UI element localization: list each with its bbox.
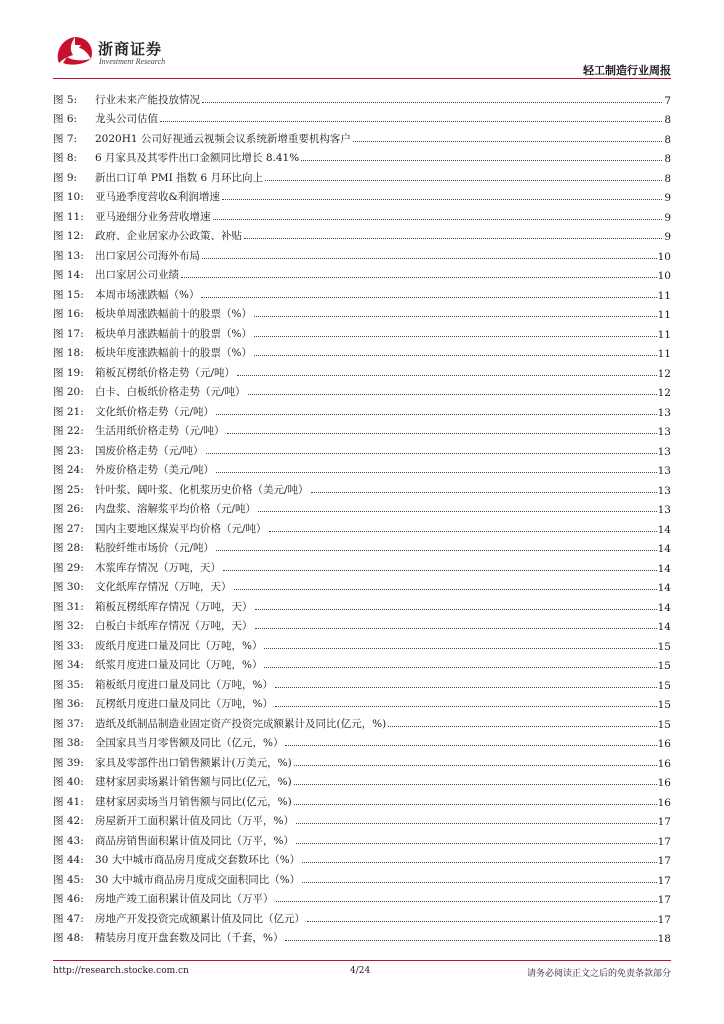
toc-entry-label: 图 18: (53, 347, 84, 359)
report-title: 轻工制造行业周报 (583, 64, 671, 77)
toc-leader-dots (307, 920, 657, 922)
toc-entry[interactable] (53, 360, 671, 380)
toc-entry-title: 国内主要地区煤炭平均价格（元/吨） (95, 522, 267, 535)
toc-entry-label: 图 15: (53, 288, 84, 301)
toc-entry-title: 文化纸库存情况（万吨，天） (95, 581, 232, 593)
toc-entry[interactable] (53, 224, 671, 244)
toc-entry-title: 白板白卡纸库存情况（万吨，天） (95, 620, 253, 632)
toc-entry-title: 出口家居公司业绩 (95, 269, 179, 281)
toc-entry[interactable] (53, 165, 671, 185)
toc-entry[interactable] (53, 536, 671, 556)
brand-name-en: Investment Research (99, 57, 166, 66)
page-header (0, 0, 724, 80)
toc-leader-dots (244, 237, 662, 239)
toc-entry-title: 30 大中城市商品房月度成交套数环比（%） (95, 854, 301, 866)
toc-entry-page: 8 (664, 114, 671, 126)
toc-entry[interactable] (53, 867, 671, 887)
toc-leader-dots (255, 627, 657, 629)
toc-entry-page: 13 (657, 426, 671, 438)
toc-entry-page: 15 (657, 699, 671, 711)
toc-entry-title: 生活用纸价格走势（元/吨） (95, 425, 225, 437)
toc-entry-title: 瓦楞纸月度进口量及同比（万吨，%） (95, 698, 273, 710)
toc-entry-label: 图 41: (53, 795, 84, 808)
toc-entry-page: 11 (657, 348, 671, 360)
toc-entry-title: 商品房销售面积累计值及同比（万平，%） (95, 834, 294, 847)
toc-entry-title: 亚马逊细分业务营收增速 (95, 210, 211, 223)
toc-entry-page: 13 (657, 445, 671, 458)
toc-leader-dots (311, 491, 657, 493)
toc-entry-label: 图 39: (53, 756, 84, 769)
toc-leader-dots (265, 179, 662, 181)
toc-leader-dots (255, 608, 657, 610)
toc-entry-page: 11 (657, 289, 671, 302)
toc-entry-page: 17 (657, 816, 671, 828)
footer-url[interactable]: http://research.stocke.com.cn (53, 966, 189, 976)
toc-entry-label: 图 31: (53, 600, 84, 613)
toc-entry-page: 14 (657, 582, 671, 594)
toc-entry-title: 建材家居卖场累计销售额与同比(亿元，%) (95, 776, 292, 788)
toc-entry-page: 16 (657, 757, 671, 770)
toc-leader-dots (202, 257, 657, 259)
toc-entry-label: 图 10: (53, 191, 84, 203)
toc-entry[interactable] (53, 516, 671, 536)
toc-entry-label: 图 44: (53, 854, 84, 866)
toc-entry[interactable] (53, 672, 671, 692)
toc-entry[interactable] (53, 126, 671, 146)
toc-entry-title: 龙头公司估值 (95, 113, 158, 125)
toc-leader-dots (294, 803, 657, 805)
toc-entry-label: 图 30: (53, 581, 84, 593)
toc-entry-label: 图 17: (53, 327, 84, 340)
toc-entry[interactable] (53, 399, 671, 419)
toc-leader-dots (296, 822, 657, 824)
toc-leader-dots (301, 159, 662, 161)
toc-entry-label: 图 8: (53, 152, 78, 164)
toc-entry[interactable] (53, 594, 671, 614)
header-divider (53, 78, 671, 79)
toc-entry-title: 本周市场涨跌幅（%） (95, 288, 200, 301)
toc-entry-label: 图 6: (53, 113, 78, 125)
toc-entry[interactable] (53, 848, 671, 868)
toc-entry[interactable] (53, 711, 671, 731)
toc-entry-label: 图 38: (53, 737, 84, 749)
toc-leader-dots (181, 276, 657, 278)
toc-entry[interactable] (53, 438, 671, 458)
toc-entry-label: 图 29: (53, 561, 84, 574)
toc-entry[interactable] (53, 828, 671, 848)
toc-entry-page: 17 (657, 855, 671, 867)
toc-entry-title: 6 月家具及其零件出口金额同比增长 8.41% (95, 152, 300, 164)
toc-entry-page: 9 (664, 192, 671, 204)
toc-leader-dots (388, 725, 656, 727)
toc-entry[interactable] (53, 185, 671, 205)
toc-entry-label: 图 26: (53, 503, 84, 515)
toc-entry-label: 图 14: (53, 269, 84, 281)
toc-entry-page: 8 (664, 172, 671, 185)
toc-entry-page: 17 (657, 913, 671, 926)
toc-entry-title: 白卡、白板纸价格走势（元/吨） (95, 386, 246, 398)
toc-entry[interactable] (53, 204, 671, 224)
toc-entry-label: 图 5: (53, 93, 78, 106)
toc-leader-dots (353, 140, 662, 142)
toc-entry-page: 10 (657, 270, 671, 282)
toc-leader-dots (227, 432, 657, 434)
toc-entry[interactable] (53, 341, 671, 361)
toc-leader-dots (216, 549, 657, 551)
toc-entry-title: 外废价格走势（美元/吨） (95, 464, 215, 476)
toc-entry-label: 图 37: (53, 717, 84, 730)
toc-entry[interactable] (53, 575, 671, 595)
toc-entry-page: 11 (657, 309, 671, 321)
toc-entry-title: 文化纸价格走势（元/吨） (95, 405, 215, 418)
toc-entry-label: 图 47: (53, 912, 84, 925)
toc-entry-label: 图 36: (53, 698, 84, 710)
toc-entry-page: 18 (657, 933, 671, 945)
toc-entry-label: 图 16: (53, 308, 84, 320)
toc-entry-page: 11 (657, 328, 671, 341)
toc-entry-page: 14 (657, 601, 671, 614)
brand-name-cn: 浙商证券 (98, 40, 163, 58)
toc-entry[interactable] (53, 692, 671, 712)
toc-entry-title: 新出口订单 PMI 指数 6 月环比向上 (95, 171, 263, 184)
toc-entry-title: 箱板纸月度进口量及同比（万吨，%） (95, 678, 273, 691)
toc-leader-dots (302, 861, 656, 863)
toc-entry-page: 15 (657, 660, 671, 672)
toc-entry-label: 图 43: (53, 834, 84, 847)
toc-entry-page: 8 (664, 133, 671, 146)
toc-entry-label: 图 19: (53, 366, 84, 379)
toc-entry-page: 15 (657, 640, 671, 653)
toc-entry-page: 14 (657, 562, 671, 575)
toc-entry-title: 内盘浆、溶解浆平均价格（元/吨） (95, 503, 257, 515)
toc-entry-page: 12 (657, 387, 671, 399)
toc-entry-title: 板块单周涨跌幅前十的股票（%） (95, 308, 252, 320)
footer-disclaimer: 请务必阅读正文之后的免责条款部分 (526, 969, 671, 979)
toc-entry-title: 行业未来产能投放情况 (95, 93, 200, 106)
toc-entry-title: 30 大中城市商品房月度成交面积同比（%） (95, 873, 301, 886)
toc-entry-title: 箱板瓦楞纸价格走势（元/吨） (95, 366, 236, 379)
toc-leader-dots (222, 198, 662, 200)
toc-entry[interactable] (53, 380, 671, 400)
toc-entry-title: 家具及零部件出口销售额累计(万美元，%) (95, 756, 292, 769)
toc-entry-label: 图 34: (53, 659, 84, 671)
toc-entry-label: 图 48: (53, 932, 84, 944)
toc-entry[interactable] (53, 458, 671, 478)
toc-entry-label: 图 35: (53, 678, 84, 691)
toc-leader-dots (202, 101, 662, 103)
toc-entry-page: 14 (657, 543, 671, 555)
toc-entry-title: 造纸及纸制品制造业固定资产投资完成额累计及同比(亿元，%) (95, 717, 387, 730)
toc-leader-dots (254, 354, 657, 356)
toc-entry-label: 图 24: (53, 464, 84, 476)
footer-divider (53, 960, 671, 961)
toc-entry[interactable] (53, 263, 671, 283)
toc-entry-label: 图 27: (53, 522, 84, 535)
toc-entry-title: 政府、企业居家办公政策、补贴 (95, 230, 242, 242)
toc-entry-title: 亚马逊季度营收&利润增速 (95, 191, 220, 203)
toc-entry-title: 废纸月度进口量及同比（万吨，%） (95, 639, 263, 652)
toc-entry[interactable] (53, 497, 671, 517)
toc-leader-dots (254, 335, 657, 337)
toc-entry[interactable] (53, 770, 671, 790)
toc-leader-dots (248, 393, 657, 395)
toc-entry-page: 9 (664, 211, 671, 224)
toc-leader-dots (213, 218, 663, 220)
toc-entry-page: 15 (657, 679, 671, 692)
toc-entry-title: 2020H1 公司好视通云视频会议系统新增重要机构客户 (95, 132, 351, 145)
toc-entry-label: 图 9: (53, 171, 78, 184)
toc-entry-label: 图 28: (53, 542, 84, 554)
toc-entry-label: 图 32: (53, 620, 84, 632)
toc-entry[interactable] (53, 477, 671, 497)
toc-entry[interactable] (53, 302, 671, 322)
toc-entry-label: 图 11: (53, 210, 84, 223)
toc-entry-title: 国废价格走势（元/吨） (95, 444, 204, 457)
toc-entry-label: 图 33: (53, 639, 84, 652)
toc-entry-label: 图 42: (53, 815, 84, 827)
toc-leader-dots (275, 686, 657, 688)
toc-entry[interactable] (53, 146, 671, 166)
toc-entry-label: 图 21: (53, 405, 84, 418)
toc-leader-dots (258, 510, 657, 512)
toc-entry-title: 精装房月度开盘套数及同比（千套，%） (95, 932, 284, 944)
toc-entry-label: 图 25: (53, 483, 84, 496)
toc-entry-label: 图 20: (53, 386, 84, 398)
toc-leader-dots (302, 881, 656, 883)
toc-entry[interactable] (53, 926, 671, 946)
toc-leader-dots (275, 705, 657, 707)
toc-entry-label: 图 7: (53, 132, 78, 145)
toc-entry-page: 13 (657, 484, 671, 497)
toc-leader-dots (294, 783, 657, 785)
toc-leader-dots (234, 588, 657, 590)
toc-entry-label: 图 40: (53, 776, 84, 788)
toc-entry-title: 箱板瓦楞纸库存情况（万吨，天） (95, 600, 253, 613)
footer-page-number: 4/24 (350, 966, 371, 976)
toc-entry[interactable] (53, 653, 671, 673)
toc-entry[interactable] (53, 419, 671, 439)
toc-entry[interactable] (53, 633, 671, 653)
toc-entry-title: 房地产开发投资完成额累计值及同比（亿元） (95, 912, 305, 925)
toc-leader-dots (216, 471, 657, 473)
toc-entry[interactable] (53, 87, 671, 107)
toc-entry-page: 10 (657, 250, 671, 263)
toc-entry-title: 木浆库存情况（万吨，天） (95, 561, 221, 574)
toc-entry-page: 16 (657, 738, 671, 750)
toc-leader-dots (223, 569, 657, 571)
toc-entry-title: 全国家具当月零售额及同比（亿元，%） (95, 737, 284, 749)
toc-entry-title: 纸浆月度进口量及同比（万吨，%） (95, 659, 263, 671)
figure-list (53, 87, 671, 945)
toc-leader-dots (276, 900, 657, 902)
toc-entry-page: 17 (657, 894, 671, 906)
toc-entry-page: 16 (657, 777, 671, 789)
toc-entry[interactable] (53, 282, 671, 302)
toc-entry[interactable] (53, 809, 671, 829)
toc-entry[interactable] (53, 731, 671, 751)
toc-leader-dots (206, 452, 657, 454)
toc-entry-title: 粘胶纤维市场价（元/吨） (95, 542, 215, 554)
toc-leader-dots (269, 530, 657, 532)
toc-entry-label: 图 45: (53, 873, 84, 886)
toc-entry[interactable] (53, 887, 671, 907)
toc-leader-dots (160, 120, 662, 122)
toc-entry[interactable] (53, 107, 671, 127)
toc-entry-title: 建材家居卖场当月销售额与同比(亿元，%) (95, 795, 292, 808)
toc-entry-label: 图 13: (53, 249, 84, 262)
toc-leader-dots (294, 764, 657, 766)
toc-entry-title: 板块年度涨跌幅前十的股票（%） (95, 347, 252, 359)
toc-entry[interactable] (53, 906, 671, 926)
toc-leader-dots (285, 939, 656, 941)
toc-entry-page: 14 (657, 523, 671, 536)
toc-entry-page: 17 (657, 835, 671, 848)
toc-leader-dots (264, 647, 656, 649)
toc-entry-title: 房屋新开工面积累计值及同比（万平，%） (95, 815, 294, 827)
toc-leader-dots (285, 744, 656, 746)
toc-entry-label: 图 12: (53, 230, 84, 242)
toc-entry[interactable] (53, 789, 671, 809)
toc-entry[interactable] (53, 243, 671, 263)
toc-entry-page: 12 (657, 367, 671, 380)
toc-entry-title: 板块单月涨跌幅前十的股票（%） (95, 327, 252, 340)
toc-entry-page: 15 (657, 718, 671, 731)
toc-entry-page: 17 (657, 874, 671, 887)
toc-entry[interactable] (53, 321, 671, 341)
toc-entry-page: 13 (657, 504, 671, 516)
toc-entry-page: 13 (657, 465, 671, 477)
toc-leader-dots (254, 315, 657, 317)
toc-entry-label: 图 22: (53, 425, 84, 437)
toc-entry[interactable] (53, 614, 671, 634)
toc-entry-title: 房地产竣工面积累计值及同比（万平） (95, 893, 274, 905)
toc-leader-dots (216, 413, 657, 415)
company-logo-icon (53, 33, 97, 67)
toc-entry[interactable] (53, 555, 671, 575)
toc-leader-dots (201, 296, 656, 298)
toc-entry-page: 13 (657, 406, 671, 419)
toc-entry-label: 图 23: (53, 444, 84, 457)
toc-leader-dots (296, 842, 657, 844)
toc-entry-page: 8 (664, 153, 671, 165)
toc-leader-dots (264, 666, 656, 668)
toc-entry-page: 14 (657, 621, 671, 633)
toc-entry-title: 出口家居公司海外布局 (95, 249, 200, 262)
toc-entry-page: 7 (664, 94, 671, 107)
toc-entry-page: 16 (657, 796, 671, 809)
toc-entry-page: 9 (664, 231, 671, 243)
toc-entry-label: 图 46: (53, 893, 84, 905)
toc-leader-dots (237, 374, 657, 376)
toc-entry[interactable] (53, 750, 671, 770)
toc-entry-title: 针叶浆、阔叶浆、化机浆历史价格（美元/吨） (95, 483, 309, 496)
